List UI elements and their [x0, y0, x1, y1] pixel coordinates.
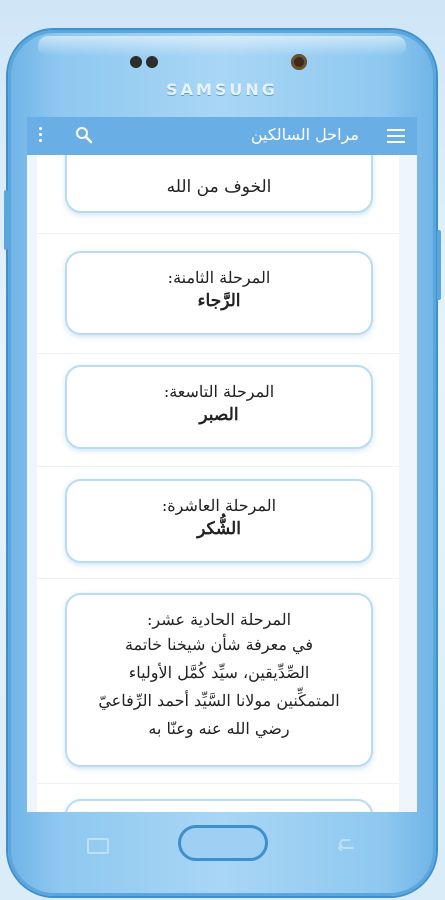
hamburger-menu-icon[interactable]	[387, 129, 405, 143]
brand-logo: SAMSUNG	[166, 80, 278, 99]
phone-shine	[38, 36, 406, 56]
home-button[interactable]	[178, 825, 268, 861]
front-camera	[291, 54, 307, 70]
page-title: مراحل السالكين	[250, 125, 359, 144]
recent-apps-icon[interactable]	[87, 838, 109, 854]
stage-card[interactable]	[65, 155, 373, 213]
back-icon[interactable]	[338, 836, 356, 850]
stage-card[interactable]	[65, 799, 373, 812]
stage-value: الرَّجاء	[197, 291, 241, 311]
list-divider	[37, 233, 399, 234]
stage-value: الخوف من الله	[166, 177, 272, 197]
stage-card[interactable]	[65, 365, 373, 449]
stage-body-line: المتمكِّنين مولانا السَّيِّد أحمد الرِّفاعيّ	[98, 691, 340, 710]
list-divider	[37, 783, 399, 784]
stage-label: المرحلة العاشرة:	[161, 496, 277, 515]
stage-card[interactable]	[65, 593, 373, 767]
stage-label: المرحلة الثامنة:	[167, 268, 271, 287]
volume-button	[4, 190, 8, 250]
stage-value: الشُّكر	[197, 519, 241, 539]
stage-label: المرحلة الحادية عشر:	[146, 610, 292, 629]
more-vert-icon[interactable]	[39, 127, 43, 145]
stage-card[interactable]	[65, 251, 373, 335]
list-divider	[37, 466, 399, 467]
sensor-dot-2	[146, 56, 158, 68]
stage-value: الصبر	[199, 405, 239, 425]
stage-body-line: رضي الله عنه وعنّا به	[148, 719, 290, 738]
app-screen	[27, 117, 417, 812]
sensor-dot-1	[130, 56, 142, 68]
stage-body-line: الصِّدِّيقين، سيِّد كُمَّل الأولياء	[128, 663, 310, 682]
list-divider	[37, 353, 399, 354]
stage-body-line: في معرفة شأن شيخنا خاتمة	[124, 635, 313, 654]
app-bar	[27, 117, 417, 155]
search-icon[interactable]	[75, 126, 93, 144]
power-button	[437, 230, 441, 300]
stages-list[interactable]	[37, 155, 399, 812]
stage-card[interactable]	[65, 479, 373, 563]
stage-label: المرحلة التاسعة:	[163, 382, 275, 401]
list-divider	[37, 578, 399, 579]
